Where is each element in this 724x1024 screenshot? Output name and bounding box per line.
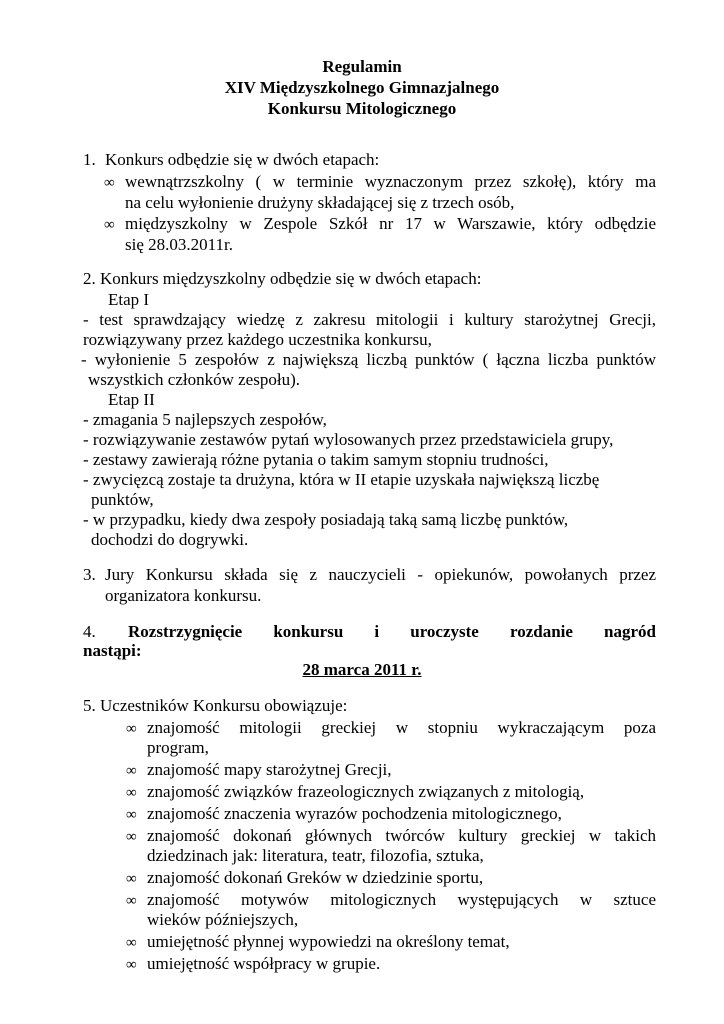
award-date: 28 marca 2011 r. xyxy=(302,660,422,679)
section-4-number: 4. xyxy=(83,622,96,641)
stage-2-line-4: - zwycięzcą zostaje ta drużyna, która w II etapie uzyskała największą liczbę xyxy=(83,470,600,489)
section-5-item-1-line-1: znajomość mitologii greckiej w stopniu wykraczającym poza xyxy=(147,718,656,737)
section-5-item-7-line-2: wieków późniejszych, xyxy=(147,910,299,929)
stage-2-line-2: - rozwiązywanie zestawów pytań wylosowanych przez przedstawiciela grupy, xyxy=(83,430,614,449)
stage-2-line-1: - zmagania 5 najlepszych zespołów, xyxy=(83,410,327,429)
section-1-item-1-line-1: wewnątrzszkolny ( w terminie wyznaczonym przez szkołę), który ma xyxy=(125,172,656,191)
section-1-item-1-line-2: na celu wyłonienie drużyny składającej się z trzech osób, xyxy=(125,193,515,212)
bullet-infinity-icon: ∞ xyxy=(104,175,115,191)
section-5-item-7-line-1: znajomość motywów mitologicznych występujących w sztuce xyxy=(147,890,656,909)
stage-1-line-1: - test sprawdzający wiedzę z zakresu mitologii i kultury starożytnej Grecji, xyxy=(83,310,656,329)
stage-2-line-5: punktów, xyxy=(91,490,154,509)
section-4-line-1: Rozstrzygnięcie konkursu i uroczyste rozdanie nagród xyxy=(128,622,656,641)
section-5-item-4: znajomość znaczenia wyrazów pochodzenia mitologicznego, xyxy=(147,804,562,823)
bullet-infinity-icon: ∞ xyxy=(126,721,137,737)
section-4-line-2: nastąpi: xyxy=(83,641,142,660)
bullet-infinity-icon: ∞ xyxy=(126,935,137,951)
bullet-infinity-icon: ∞ xyxy=(104,217,115,233)
section-3-line-2: organizatora konkursu. xyxy=(105,586,262,605)
section-1-item-2-line-2: się 28.03.2011r. xyxy=(125,235,233,254)
stage-1-label: Etap I xyxy=(108,290,150,309)
title-line-1: Regulamin xyxy=(322,57,402,76)
bullet-infinity-icon: ∞ xyxy=(126,763,137,779)
title-line-2: XIV Międzyszkolnego Gimnazjalnego xyxy=(224,78,500,97)
stage-2-label: Etap II xyxy=(108,390,155,409)
section-3-number: 3. xyxy=(83,565,96,584)
stage-2-line-3: - zestawy zawierają różne pytania o takim samym stopniu trudności, xyxy=(83,450,549,469)
section-5-item-5-line-2: dziedzinach jak: literatura, teatr, filozofia, sztuka, xyxy=(147,846,484,865)
title-line-3: Konkursu Mitologicznego xyxy=(267,99,457,118)
section-1-number: 1. xyxy=(83,150,96,169)
section-5-item-9: umiejętność współpracy w grupie. xyxy=(147,954,381,973)
bullet-infinity-icon: ∞ xyxy=(126,871,137,887)
section-5-item-1-line-2: program, xyxy=(147,738,209,757)
section-5-item-3: znajomość związków frazeologicznych związanych z mitologią, xyxy=(147,782,585,801)
stage-1-line-4: wszystkich członków zespołu). xyxy=(88,370,300,389)
section-5-item-2: znajomość mapy starożytnej Grecji, xyxy=(147,760,392,779)
section-5-item-6: znajomość dokonań Greków w dziedzinie sportu, xyxy=(147,868,484,887)
stage-1-line-3: - wyłonienie 5 zespołów z największą liczbą punktów ( łączna liczba punktów xyxy=(81,350,656,369)
section-5-intro: 5. Uczestników Konkursu obowiązuje: xyxy=(83,696,348,715)
stage-1-line-2: rozwiązywany przez każdego uczestnika konkursu, xyxy=(83,330,432,349)
bullet-infinity-icon: ∞ xyxy=(126,785,137,801)
section-3-line-1: Jury Konkursu składa się z nauczycieli - opiekunów, powołanych przez xyxy=(105,565,656,584)
stage-2-line-6: - w przypadku, kiedy dwa zespoły posiadają taką samą liczbę punktów, xyxy=(83,510,569,529)
bullet-infinity-icon: ∞ xyxy=(126,893,137,909)
bullet-infinity-icon: ∞ xyxy=(126,957,137,973)
bullet-infinity-icon: ∞ xyxy=(126,807,137,823)
section-1-item-2-line-1: międzyszkolny w Zespole Szkół nr 17 w Warszawie, który odbędzie xyxy=(125,214,656,233)
section-5-item-5-line-1: znajomość dokonań głównych twórców kultury greckiej w takich xyxy=(147,826,656,845)
section-5-item-8: umiejętność płynnej wypowiedzi na określony temat, xyxy=(147,932,510,951)
stage-2-line-7: dochodzi do dogrywki. xyxy=(91,530,249,549)
bullet-infinity-icon: ∞ xyxy=(126,829,137,845)
section-1-intro: Konkurs odbędzie się w dwóch etapach: xyxy=(105,150,380,169)
section-2-intro: 2. Konkurs międzyszkolny odbędzie się w dwóch etapach: xyxy=(83,269,482,288)
